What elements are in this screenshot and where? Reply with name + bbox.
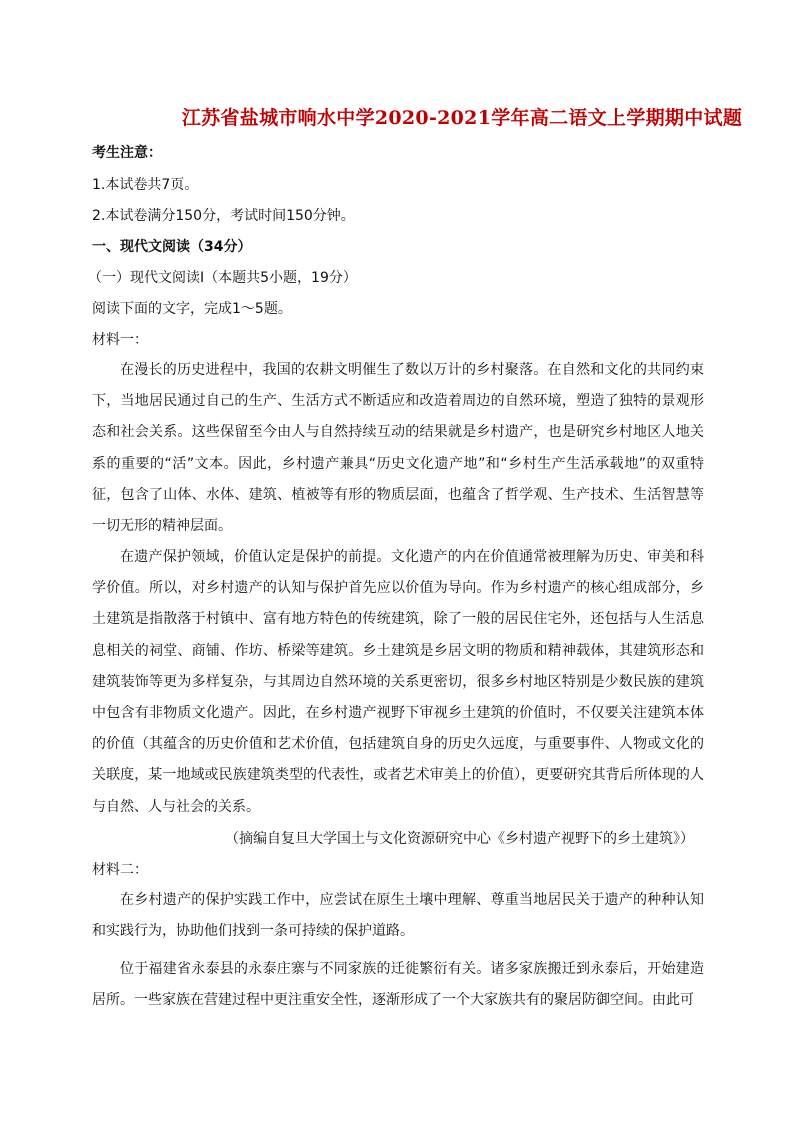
document-title: 江苏省盐城市响水中学2020-2021学年高二语文上学期期中试题 [181, 107, 743, 129]
material-1-paragraph-2: 在遗产保护领域，价值认定是保护的前提。文化遗产的内在价值通常被理解为历史、审美和科学价值。所以，对乡村遗产的认知与保护首先应以价值为导向。作为乡村遗产的核心组成部分，乡土建筑是指散落于村镇中、富有地方特色的传统建筑，除了一般的居民住宅外，还包括与人生活息息相关的祠堂、商铺、作坊、桥梁等建筑。乡土建筑是乡居文明的物质和精神载体，其建筑形态和建筑装饰等更为多样复杂，与其周边自然环境的关系更密切，很多乡村地区特别是少数民族的建筑中包含有非物质文化遗产。因此，在乡村遗产视野下审视乡土建筑的价值时，不仅要关注建筑本体的价值（其蕴含的历史价值和艺术价值，包括建筑自身的历史久远度，与重要事件、人物或文化的关联度，某一地域或民族建筑类型的代表性，或者艺术审美上的价值），更要研究其背后所体现的人与自然、人与社会的关系。 [92, 549, 704, 815]
section-heading: 一、现代文阅读（34分） [92, 239, 252, 255]
notice-item-2: 2.本试卷满分150分，考试时间150分钟。 [92, 208, 355, 224]
notice-heading: 考生注意： [92, 145, 162, 161]
material-2-paragraph-2: 位于福建省永泰县的永泰庄寨与不同家族的迁徙繁衍有关。诸多家族搬迁到永泰后，开始建造居所。一些家族在营建过程中更注重安全性，逐渐形成了一个大家族共有的聚居防御空间。由此可 [92, 961, 704, 1009]
material-1-label: 材料一： [92, 332, 148, 348]
reading-instruction: 阅读下面的文字，完成1～5题。 [92, 301, 292, 317]
subsection-heading: （一）现代文阅读Ⅰ（本题共5小题，19分） [88, 270, 357, 286]
material-2-paragraph-1: 在乡村遗产的保护实践工作中，应尝试在原生土壤中理解、尊重当地居民关于遗产的种种认知和实践行为，协助他们找到一条可持续的保护道路。 [92, 892, 704, 940]
material-1-paragraph-1: 在漫长的历史进程中，我国的农耕文明催生了数以万计的乡村聚落。在自然和文化的共同约束下，当地居民通过自己的生产、生活方式不断适应和改造着周边的自然环境，塑造了独特的景观形态和社会关系。这些保留至今由人与自然持续互动的结果就是乡村遗产，也是研究乡村地区人地关系的重要的“活”文本。因此，乡村遗产兼具“历史文化遗产地”和“乡村生产生活承载地”的双重特征，包含了山体、水体、建筑、植被等有形的物质层面，也蕴含了哲学观、生产技术、生活智慧等一切无形的精神层面。 [92, 362, 704, 535]
material-2-label: 材料二： [92, 862, 148, 878]
notice-item-1: 1.本试卷共7页。 [92, 177, 199, 193]
material-1-source: （摘编自复旦大学国土与文化资源研究中心《乡村遗产视野下的乡土建筑》） [225, 831, 694, 847]
